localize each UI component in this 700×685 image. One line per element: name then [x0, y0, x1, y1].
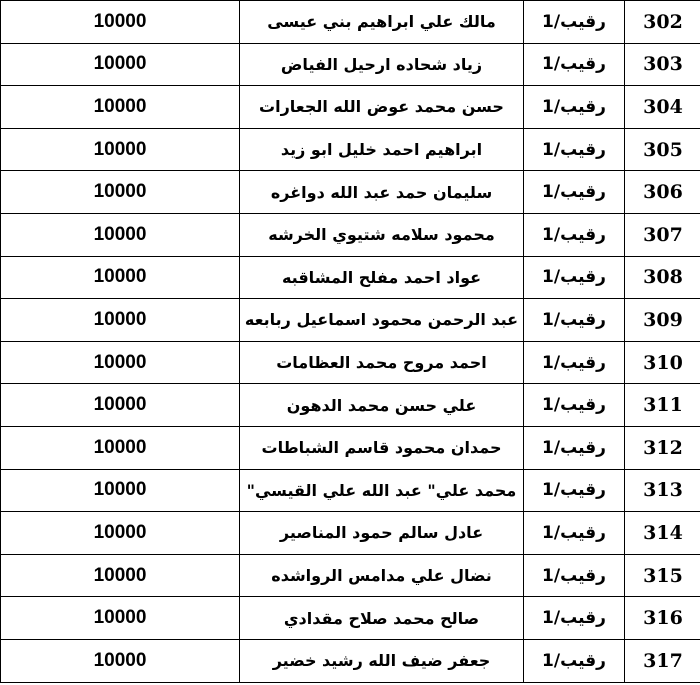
- rank-cell: رقيب/1: [524, 171, 625, 214]
- row-number-cell: 304: [625, 86, 700, 129]
- table-row: [1, 86, 700, 129]
- table-row: [1, 213, 700, 256]
- amount-cell: 10000: [1, 256, 240, 299]
- amount-cell: 10000: [1, 341, 240, 384]
- row-number-cell: 316: [625, 597, 700, 640]
- row-number-cell: 310: [625, 341, 700, 384]
- table-row: [1, 299, 700, 342]
- name-cell: عواد احمد مفلح المشاقبه: [240, 256, 524, 299]
- rank-cell: رقيب/1: [524, 86, 625, 129]
- amount-cell: 10000: [1, 213, 240, 256]
- name-cell: عادل سالم حمود المناصير: [240, 512, 524, 555]
- name-cell: احمد مروح محمد العظامات: [240, 341, 524, 384]
- rank-cell: رقيب/1: [524, 128, 625, 171]
- row-number-cell: 309: [625, 299, 700, 342]
- amount-cell: 10000: [1, 86, 240, 129]
- personnel-table-body: [1, 1, 700, 683]
- name-cell: محمد علي" عبد الله علي القيسي": [240, 469, 524, 512]
- name-cell: صالح محمد صلاح مقدادي: [240, 597, 524, 640]
- table-row: [1, 341, 700, 384]
- amount-cell: 10000: [1, 469, 240, 512]
- table-row: [1, 512, 700, 555]
- rank-cell: رقيب/1: [524, 512, 625, 555]
- name-cell: علي حسن محمد الدهون: [240, 384, 524, 427]
- name-cell: جعفر ضيف الله رشيد خضير: [240, 639, 524, 682]
- row-number-cell: 312: [625, 426, 700, 469]
- row-number-cell: 306: [625, 171, 700, 214]
- rank-cell: رقيب/1: [524, 426, 625, 469]
- row-number-cell: 302: [625, 1, 700, 44]
- amount-cell: 10000: [1, 597, 240, 640]
- row-number-cell: 308: [625, 256, 700, 299]
- rank-cell: رقيب/1: [524, 213, 625, 256]
- name-cell: سليمان حمد عبد الله دواغره: [240, 171, 524, 214]
- name-cell: ابراهيم احمد خليل ابو زيد: [240, 128, 524, 171]
- row-number-cell: 313: [625, 469, 700, 512]
- amount-cell: 10000: [1, 426, 240, 469]
- rank-cell: رقيب/1: [524, 299, 625, 342]
- amount-cell: 10000: [1, 512, 240, 555]
- row-number-cell: 317: [625, 639, 700, 682]
- table-row: [1, 554, 700, 597]
- amount-cell: 10000: [1, 1, 240, 44]
- row-number-cell: 311: [625, 384, 700, 427]
- rank-cell: رقيب/1: [524, 341, 625, 384]
- row-number-cell: 315: [625, 554, 700, 597]
- table-row: [1, 426, 700, 469]
- rank-cell: رقيب/1: [524, 1, 625, 44]
- rank-cell: رقيب/1: [524, 554, 625, 597]
- rank-cell: رقيب/1: [524, 384, 625, 427]
- rank-cell: رقيب/1: [524, 256, 625, 299]
- rank-cell: رقيب/1: [524, 43, 625, 86]
- table-row: [1, 128, 700, 171]
- table-row: [1, 43, 700, 86]
- table-row: [1, 597, 700, 640]
- row-number-cell: 307: [625, 213, 700, 256]
- amount-cell: 10000: [1, 171, 240, 214]
- amount-cell: 10000: [1, 299, 240, 342]
- rank-cell: رقيب/1: [524, 597, 625, 640]
- amount-cell: 10000: [1, 554, 240, 597]
- row-number-cell: 305: [625, 128, 700, 171]
- rank-cell: رقيب/1: [524, 469, 625, 512]
- table-row: [1, 171, 700, 214]
- table-row: [1, 1, 700, 44]
- amount-cell: 10000: [1, 128, 240, 171]
- table-row: [1, 469, 700, 512]
- table-row: [1, 256, 700, 299]
- name-cell: عبد الرحمن محمود اسماعيل ربابعه: [240, 299, 524, 342]
- table-row: [1, 639, 700, 682]
- amount-cell: 10000: [1, 384, 240, 427]
- row-number-cell: 314: [625, 512, 700, 555]
- name-cell: حسن محمد عوض الله الجعارات: [240, 86, 524, 129]
- amount-cell: 10000: [1, 43, 240, 86]
- rank-cell: رقيب/1: [524, 639, 625, 682]
- amount-cell: 10000: [1, 639, 240, 682]
- table-row: [1, 384, 700, 427]
- name-cell: مالك علي ابراهيم بني عيسى: [240, 1, 524, 44]
- name-cell: حمدان محمود قاسم الشباطات: [240, 426, 524, 469]
- row-number-cell: 303: [625, 43, 700, 86]
- name-cell: زياد شحاده ارحيل الفياض: [240, 43, 524, 86]
- name-cell: محمود سلامه شتيوي الخرشه: [240, 213, 524, 256]
- name-cell: نضال علي مدامس الرواشده: [240, 554, 524, 597]
